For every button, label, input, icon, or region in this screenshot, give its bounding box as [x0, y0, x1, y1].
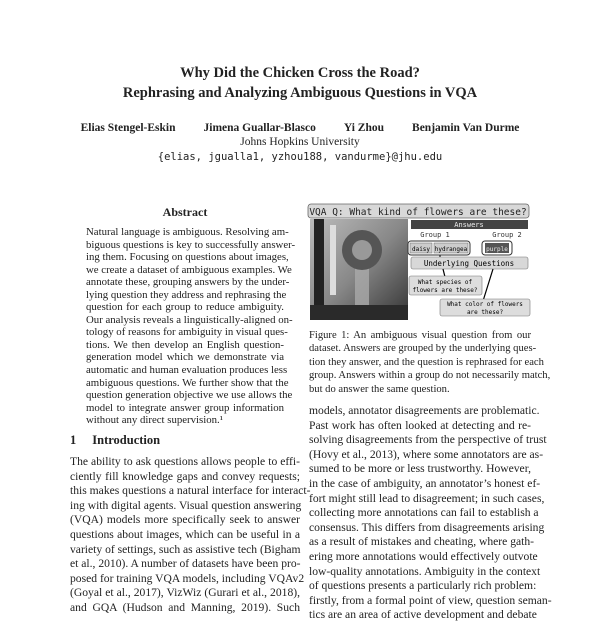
answer-chip: daisy [411, 246, 431, 253]
text-line: variety of settings, such as assistive tech (Bigham [70, 542, 301, 556]
answer-chip: hydrangea [434, 246, 468, 253]
text-line: ambiguous questions. We further show that the [86, 376, 289, 389]
text-line: model to integrate answer group information [86, 401, 284, 414]
text-line: Past work has often looked at detecting and re- [309, 418, 531, 432]
figure-caption [309, 329, 551, 396]
text-line: questions about images, which can be useful in a [70, 527, 300, 541]
svg-text:What color of flowers: What color of flowers [447, 301, 523, 308]
text-line: dataset. Answers are grouped by the underlying ques- [309, 343, 537, 355]
text-line: firstly, from a formal point of view, question seman- [309, 593, 552, 607]
text-line: Our analysis reveals a linguistically-aligned on- [86, 313, 293, 326]
underlying-questions-label: Underlying Questions [423, 259, 515, 268]
section-number: 1 [70, 433, 77, 447]
text-line: (Goyal et al., 2017), VizWiz (Gurari et al., 2018), [70, 586, 300, 600]
group-1-label: Group 1 [420, 231, 450, 239]
text-line: tology of reasons for ambiguity in visual ques- [86, 326, 288, 339]
paper-title-line-2: Rephrasing and Analyzing Ambiguous Questions in VQA [122, 85, 478, 101]
text-line: lying question they address and rephrasing the [86, 288, 287, 301]
text-line: tions. We then develop an English question- [86, 338, 284, 351]
text-line: tion they answer, and the question is rephrased for each [309, 356, 544, 368]
introduction-body [70, 455, 311, 616]
affiliation: Johns Hopkins University [240, 136, 360, 148]
section-title: Introduction [92, 433, 161, 447]
text-line: solving disagreements from the perspective of trust [309, 433, 547, 447]
svg-text:flowers are these?: flowers are these? [412, 287, 478, 294]
question-text: VQA Q: What kind of flowers are these? [309, 207, 527, 218]
svg-text:are these?: are these? [466, 309, 504, 316]
email: {elias, jgualla1, yzhou188, vandurme}@jhu.edu [157, 151, 443, 163]
text-line: question generation objective we use allows the [86, 389, 293, 402]
text-line: generation model which we demonstrate via [86, 351, 284, 364]
author: Jimena Guallar-Blasco [203, 122, 316, 134]
author: Yi Zhou [343, 122, 385, 134]
right-column-body [309, 404, 552, 623]
text-line: posed for training VQA models, including VQAv2 [70, 571, 305, 585]
svg-text:What species of: What species of [417, 279, 473, 286]
text-line: and GQA (Hudson and Manning, 2019). Such [70, 600, 300, 614]
text-line: ering more annotations would effectively outvote [309, 549, 538, 563]
text-line: without any direct supervision.¹ [86, 414, 223, 427]
text-line: but do answer the same question. [309, 383, 450, 395]
text-line: sumed to be more or less trustworthy. However, [309, 462, 531, 476]
text-line: collecting more annotations can fail to establish a [309, 506, 539, 520]
group-2-label: Group 2 [492, 231, 522, 239]
text-line: fort might still lead to disagreement; in such cases, [309, 491, 545, 505]
text-line: ciently fill knowledge gaps and convey requests; [70, 469, 300, 483]
text-line: this makes questions a natural interface for interact- [70, 484, 311, 498]
author-list [0, 122, 600, 134]
text-line: we create a dataset of ambiguous examples. We [86, 263, 292, 276]
text-line: annotate these, grouping answers by the under- [86, 276, 290, 289]
text-line: consensus. This differs from disagreements arising [309, 520, 545, 534]
flower-photo [310, 219, 408, 320]
text-line: models, annotator disagreements are problematic. [309, 404, 540, 417]
text-line: The ability to ask questions allows people to effi- [70, 455, 300, 468]
text-line: Natural language is ambiguous. Resolving am- [86, 226, 289, 238]
text-line: ing them. Focusing on questions about images, [86, 251, 289, 264]
answers-label: Answers [454, 221, 484, 229]
text-line: of questions presents a particularly rich problem: [309, 579, 537, 593]
text-line: group. Answers within a group do not necessarily match, [309, 370, 551, 382]
abstract-body [86, 226, 296, 427]
text-line: (Hovy et al., 2013), where some annotators are as- [309, 447, 544, 461]
text-line: tics are an area of active development and debate [309, 608, 537, 622]
text-line: et al., 2010). A number of datasets have been pro- [70, 557, 301, 571]
paper-title-line-1: Why Did the Chicken Cross the Road? [180, 65, 420, 81]
arrow [483, 269, 493, 301]
author: Benjamin Van Durme [412, 122, 520, 134]
text-line: Figure 1: An ambiguous visual question from our [309, 330, 531, 341]
section-heading-introduction [70, 433, 160, 448]
text-line: (VQA) models more specifically seek to answer [70, 513, 300, 527]
text-line: automatic and human evaluation produces less [86, 364, 288, 377]
text-line: low-quality annotations. Ambiguity in the context [309, 564, 541, 578]
text-line: biguous questions is key to successfully answer- [86, 238, 296, 251]
text-line: in the case of ambiguity, an annotator’s honest ef- [309, 476, 541, 490]
text-line: as a result of mistakes and cheating, where gath- [309, 535, 535, 549]
answer-chip: purple [486, 246, 508, 253]
abstract-heading: Abstract [162, 205, 208, 219]
text-line: question for each group to reduce ambiguity. [86, 301, 284, 314]
figure-1 [300, 195, 540, 325]
text-line: ing with digital agents. Visual question answering [70, 498, 302, 512]
author: Elias Stengel-Eskin [80, 122, 176, 134]
